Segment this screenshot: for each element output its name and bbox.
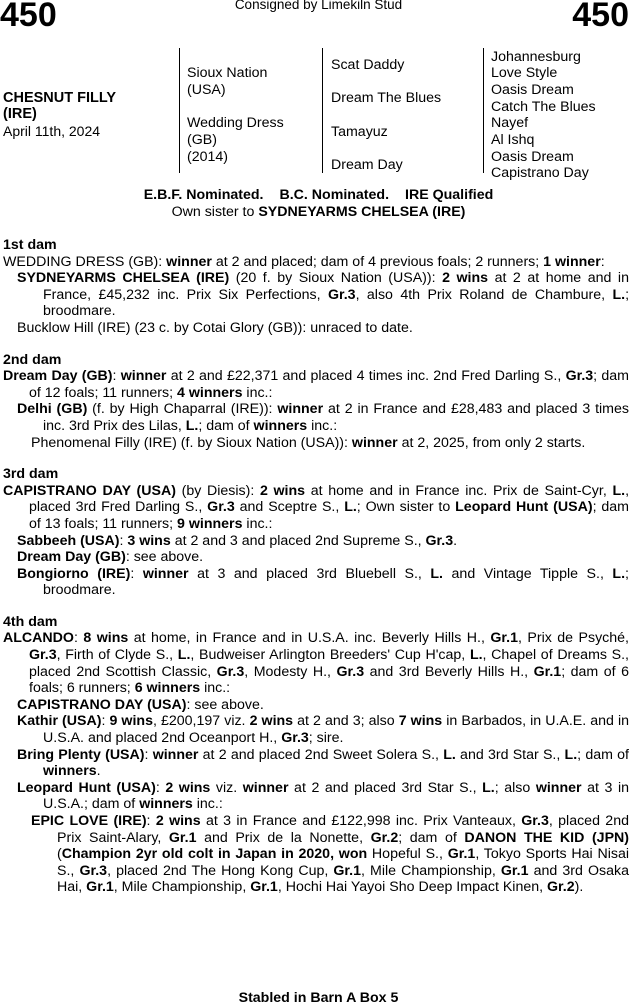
great-grandparent: Oasis Dream (491, 82, 574, 98)
family-entry: Sabbeeh (USA): 3 wins at 2 and 3 and placed 2nd Supreme S., Gr.3. (17, 532, 458, 549)
own-sister-line (0, 204, 637, 221)
great-grandparent: Nayef (491, 115, 529, 131)
section-heading: 4th dam (3, 613, 58, 630)
dam-country: (GB) (187, 132, 217, 148)
family-entry: WEDDING DRESS (GB): winner at 2 and placed; dam of 4 previous foals; 2 runners; 1 winner: (3, 253, 605, 270)
family-entry: CAPISTRANO DAY (USA) (by Diesis): 2 wins at home and in France inc. Prix de Saint-Cyr, L., placed 3rd Fred Darling S., Gr.3 and Sceptre S., L.; Own sister to Leopard Hunt (USA); dam of 13 foals; 11 runners; 9 winners inc.: (3, 482, 630, 532)
family-entry: Phenomenal Filly (IRE) (f. by Sioux Nation (USA)): winner at 2, 2025, from only 2 starts. (31, 434, 586, 451)
family-entry: EPIC LOVE (IRE): 2 wins at 3 in France and £122,998 inc. Prix Vanteaux, Gr.3, placed 2nd Prix Saint-Alary, Gr.1 and Prix de la Nonette, Gr.2; dam of DANON THE KID (JPN) (Champion 2yr old colt in Japan in 2020, won Hopeful S., Gr.1, Tokyo Sports Hai Nisai S., Gr.3, placed 2nd The Hong Kong Cup, Gr.1, Mile Championship, Gr.1 and 3rd Osaka Hai, Gr.1, Mile Championship, Gr.1, Hochi Hai Yayoi Sho Deep Impact Kinen, Gr.2). (31, 813, 630, 896)
pedigree-divider-1 (179, 48, 180, 173)
great-grandparent: Johannesburg (491, 49, 581, 65)
sister-name: SYDNEYARMS CHELSEA (IRE) (258, 203, 466, 220)
consignor: Consigned by Limekiln Stud (234, 0, 403, 12)
sire-name: Sioux Nation (187, 65, 268, 81)
family-entry: SYDNEYARMS CHELSEA (IRE) (20 f. by Sioux Nation (USA)): 2 wins at 2 at home and in France, £45,232 inc. Prix Six Perfections, Gr.3, also 4th Prix Roland de Chambure, L.; broodmare. (17, 270, 630, 320)
sister-prefix: Own sister to (171, 203, 255, 220)
horse-name-line1: CHESNUT FILLY (3, 90, 117, 106)
family-entry: ALCANDO: 8 wins at home, in France and in U.S.A. inc. Beverly Hills H., Gr.1, Prix de Psyché, Gr.3, Firth of Clyde S., L., Budweiser Arlington Breeders' Cup H'cap, L., Chapel of Dreams S., placed 2nd Scottish Classic, Gr.3, Modesty H., Gr.3 and 3rd Beverly Hills H., Gr.1; dam of 6 foals; 6 runners; 6 winners inc.: (3, 630, 630, 697)
family-entry: Dream Day (GB): see above. (17, 549, 204, 566)
great-grandparent: Love Style (491, 65, 558, 81)
family-entry: Bring Plenty (USA): winner at 2 and placed 2nd Sweet Solera S., L. and 3rd Star S., L.; dam of winners. (17, 746, 630, 780)
grandparent: Tamayuz (331, 124, 388, 140)
sire-country: (USA) (187, 82, 226, 98)
family-entry: Bucklow Hill (IRE) (23 c. by Cotai Glory (GB)): unraced to date. (17, 319, 413, 336)
family-entry: Kathir (USA): 9 wins, £200,197 viz. 2 wins at 2 and 3; also 7 wins in Barbados, in U.A.E. and in U.S.A. and placed 2nd Oceanport H., Gr.3; sire. (17, 713, 630, 747)
great-grandparent: Oasis Dream (491, 149, 574, 165)
grandparent: Dream Day (331, 157, 403, 173)
section-heading: 3rd dam (3, 466, 59, 483)
pedigree-divider-3 (483, 48, 484, 173)
dam-name: Wedding Dress (187, 115, 284, 131)
great-grandparent: Al Ishq (491, 132, 535, 148)
bc-nomination: B.C. Nominated. (279, 187, 390, 203)
dam-year: (2014) (187, 149, 229, 165)
notices (0, 187, 637, 220)
family-entry: Bongiorno (IRE): winner at 3 and placed 3rd Bluebell S., L. and Vintage Tipple S., L.; broodmare. (17, 565, 629, 599)
horse-name-line2: (IRE) (3, 106, 37, 123)
family-entry: Dream Day (GB): winner at 2 and £22,371 and placed 4 times inc. 2nd Fred Darling S., Gr.3; dam of 12 foals; 11 runners; 4 winners inc.: (3, 368, 629, 401)
lot-number-right: 450 (572, 0, 629, 34)
stabling-info: Stabled in Barn A Box 5 (238, 990, 399, 1006)
foaling-date: April 11th, 2024 (3, 122, 101, 139)
family-entry: CAPISTRANO DAY (USA): see above. (17, 696, 264, 713)
nominations (0, 187, 637, 204)
horse-description (3, 90, 178, 140)
ire-qualified: IRE Qualified (405, 187, 494, 203)
grandparent: Dream The Blues (331, 90, 442, 106)
grandparent: Scat Daddy (331, 57, 405, 73)
ebf-nomination: E.B.F. Nominated. (143, 187, 264, 203)
great-grandparent: Catch The Blues (491, 99, 596, 115)
section-heading: 2nd dam (3, 351, 62, 368)
lot-number-left: 450 (0, 0, 57, 34)
great-grandparent: Capistrano Day (491, 165, 589, 181)
family-details (3, 237, 629, 896)
pedigree-divider-2 (322, 48, 323, 173)
section-heading: 1st dam (3, 237, 57, 253)
family-entry: Leopard Hunt (USA): 2 wins viz. winner at 2 and placed 3rd Star S., L.; also winner at 3 in U.S.A.; dam of winners inc.: (17, 779, 630, 813)
family-entry: Delhi (GB) (f. by High Chaparral (IRE)): winner at 2 in France and £28,483 and placed 3 times inc. 3rd Prix des Lilas, L.; dam of winners inc.: (17, 401, 629, 434)
